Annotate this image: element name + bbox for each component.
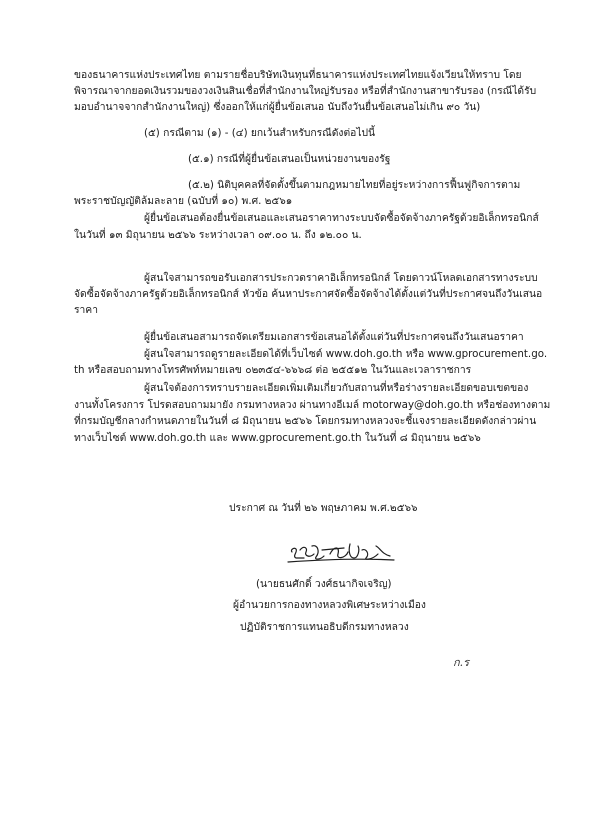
website-para-1: ผู้สนใจสามารถดูรายละเอียดได้ที่เว็บไซต์ www.doh.go.th หรือ www.gprocurement.go. — [144, 348, 548, 360]
handwritten-initial: ก.ร — [453, 656, 470, 669]
documents-para-3: ราคา — [74, 304, 98, 316]
submission-para-2: ในวันที่ ๑๓ มิถุนายน ๒๕๖๖ ระหว่างเวลา ๐๙.๐๐ น. ถึง ๑๒.๐๐ น. — [74, 229, 362, 241]
inquiry-para-3: ที่กรมบัญชีกลางกำหนดภายในวันที่ ๘ มิถุนายน ๒๕๖๖ โดยกรมทางหลวงจะชี้แจงรายละเอียดดังกล่าวผ่าน — [74, 415, 537, 427]
prepare-para: ผู้ยื่นข้อเสนอสามารถจัดเตรียมเอกสารข้อเสนอได้ตั้งแต่วันที่ประกาศจนถึงวันเสนอราคา — [144, 331, 524, 343]
documents-para-1: ผู้สนใจสามารถขอรับเอกสารประกวดราคาอิเล็กทรอนิกส์ โดยดาวน์โหลดเอกสารทางระบบ — [144, 272, 538, 284]
inquiry-para-4: ทางเว็บไซต์ www.doh.go.th และ www.gprocurement.go.th ในวันที่ ๘ มิถุนายน ๒๕๖๖ — [74, 432, 481, 444]
body-line-3: มอบอำนาจจากสำนักงานใหญ่) ซึ่งออกให้แก่ผู้ยื่นข้อเสนอ นับถึงวันยื่นข้อเสนอไม่เกิน ๙๐ วัน) — [74, 101, 481, 113]
handwritten-signature — [286, 536, 398, 566]
website-para-2: th หรือสอบถามทางโทรศัพท์หมายเลข ๐๒๓๕๔-๖๖๖๘ ต่อ ๒๕๕๑๒ ในวันและเวลาราชการ — [74, 364, 472, 376]
clause-5-2-cont: พระราชบัญญัติล้มละลาย (ฉบับที่ ๑๐) พ.ศ. ๒๕๖๑ — [74, 195, 293, 207]
body-line-2: พิจารณาจากยอดเงินรวมของวงเงินสินเชื่อที่สำนักงานใหญ่รับรอง หรือที่สำนักงานสาขารับรอง (กรณีได้รับ — [74, 85, 537, 97]
inquiry-para-1: ผู้สนใจต้องการทราบรายละเอียดเพิ่มเติมเกี่ยวกับสถานที่หรือร่างรายละเอียดขอบเขตของ — [144, 382, 529, 394]
clause-5-1: (๕.๑) กรณีที่ผู้ยื่นข้อเสนอเป็นหน่วยงานของรัฐ — [188, 153, 391, 165]
clause-5: (๕) กรณีตาม (๑) - (๔) ยกเว้นสำหรับกรณีดังต่อไปนี้ — [144, 127, 376, 139]
signer-name: (นายธนศักดิ์ วงศ์ธนากิจเจริญ) — [256, 578, 392, 590]
body-line-1: ของธนาคารแห่งประเทศไทย ตามรายชื่อบริษัทเงินทุนที่ธนาคารแห่งประเทศไทยแจ้งเวียนให้ทราบ โดย — [74, 69, 522, 81]
signer-title: ผู้อำนวยการกองทางหลวงพิเศษระหว่างเมือง — [233, 599, 426, 611]
announcement-date: ประกาศ ณ วันที่ ๒๖ พฤษภาคม พ.ศ.๒๕๖๖ — [229, 502, 418, 514]
documents-para-2: จัดซื้อจัดจ้างภาครัฐด้วยอิเล็กทรอนิกส์ หัวข้อ ค้นหาประกาศจัดซื้อจัดจ้างได้ตั้งแต่วันที่ประกาศจนถึงวันเสนอ — [74, 288, 543, 300]
clause-5-2: (๕.๒) นิติบุคคลที่จัดตั้งขึ้นตามกฎหมายไทยที่อยู่ระหว่างการฟื้นฟูกิจการตาม — [188, 179, 521, 191]
inquiry-para-2: งานทั้งโครงการ โปรดสอบถามมายัง กรมทางหลวง ผ่านทางอีเมล์ motorway@doh.go.th หรือช่องทางตาม — [74, 399, 551, 411]
submission-para-1: ผู้ยื่นข้อเสนอต้องยื่นข้อเสนอและเสนอราคาทางระบบจัดซื้อจัดจ้างภาครัฐด้วยอิเล็กทรอนิกส์ — [144, 212, 539, 224]
signer-acting: ปฏิบัติราชการแทนอธิบดีกรมทางหลวง — [240, 621, 409, 633]
